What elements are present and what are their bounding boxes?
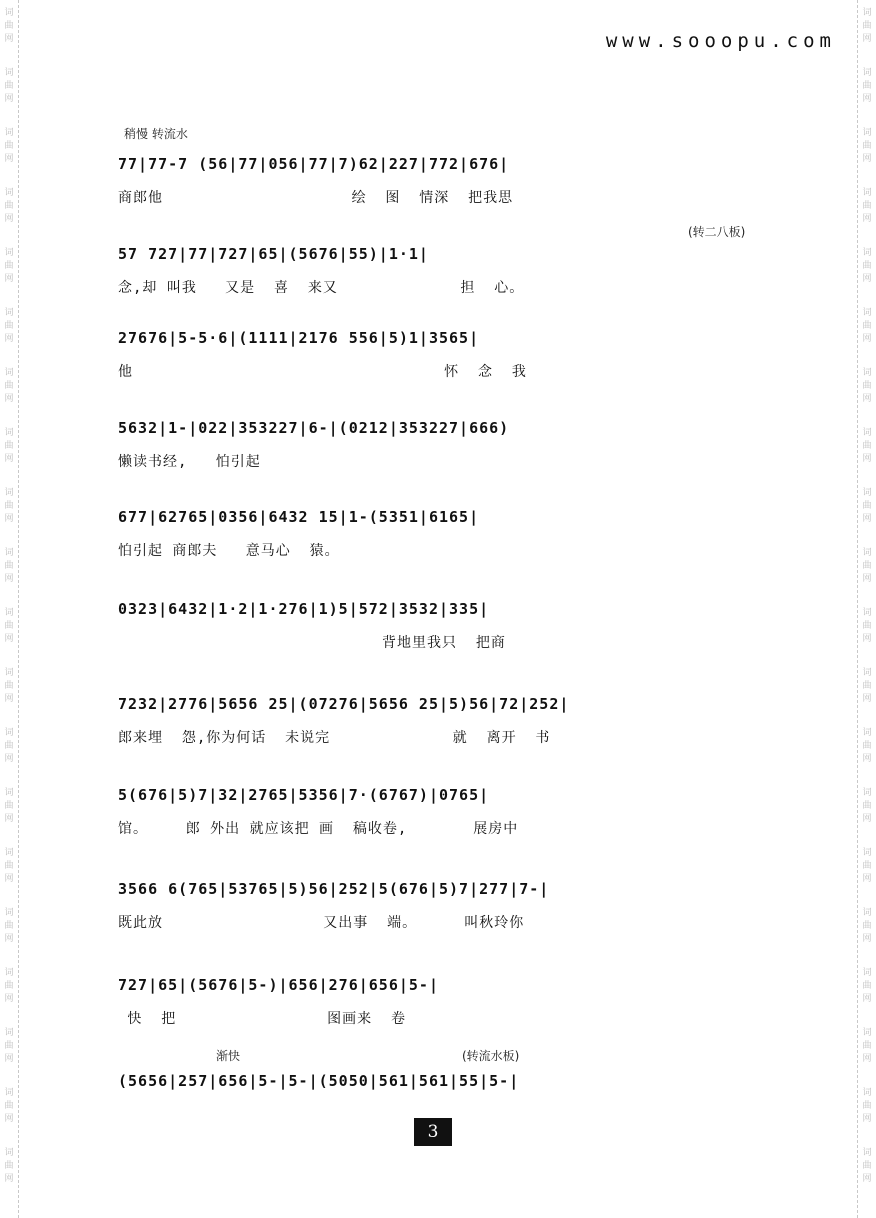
notation-line: 5(676|5)7|32|2765|5356|7·(6767)|0765|: [118, 786, 490, 804]
watermark-glyph: 词: [862, 188, 872, 198]
watermark-glyph: 网: [4, 454, 14, 464]
watermark-glyph: 曲: [4, 861, 14, 871]
watermark-glyph: 网: [4, 634, 14, 644]
watermark-glyph: 网: [862, 154, 872, 164]
watermark-glyph: 曲: [4, 741, 14, 751]
watermark-glyph: 曲: [862, 861, 872, 871]
watermark-glyph: 曲: [4, 81, 14, 91]
watermark-glyph: 曲: [862, 561, 872, 571]
watermark-glyph: 曲: [862, 321, 872, 331]
watermark-glyph: 曲: [862, 501, 872, 511]
watermark-glyph: 网: [862, 34, 872, 44]
watermark-glyph: 曲: [4, 1041, 14, 1051]
watermark-glyph: 网: [862, 94, 872, 104]
lyrics-line: 快 把 图画来 卷: [118, 1011, 407, 1027]
lyrics-line: 馆。 郎 外出 就应该把 画 稿收卷, 展房中: [118, 821, 519, 837]
watermark-glyph: 曲: [4, 1161, 14, 1171]
left-watermark-strip: [0, 0, 19, 1218]
watermark-glyph: 网: [862, 1054, 872, 1064]
tempo-mark-faster: 渐快: [216, 1049, 241, 1063]
watermark-glyph: 词: [4, 608, 14, 618]
watermark-glyph: 词: [4, 308, 14, 318]
watermark-glyph: 曲: [862, 141, 872, 151]
watermark-glyph: 词: [862, 428, 872, 438]
watermark-glyph: 曲: [4, 981, 14, 991]
watermark-glyph: 词: [862, 308, 872, 318]
watermark-glyph: 词: [862, 728, 872, 738]
watermark-glyph: 词: [862, 1088, 872, 1098]
watermark-glyph: 曲: [862, 21, 872, 31]
watermark-glyph: 网: [862, 214, 872, 224]
watermark-glyph: 词: [4, 728, 14, 738]
notation-line: 77|77-7 (56|77|056|77|7)62|227|772|676|: [118, 155, 510, 173]
lyrics-line: 他 怀 念 我: [118, 364, 527, 380]
watermark-glyph: 曲: [4, 201, 14, 211]
watermark-glyph: 网: [4, 814, 14, 824]
watermark-glyph: 网: [862, 874, 872, 884]
watermark-glyph: 词: [4, 8, 14, 18]
tempo-mark-liushui: (转流水板): [462, 1049, 520, 1063]
lyrics-line: 商郎他 绘 图 情深 把我思: [118, 190, 514, 206]
watermark-glyph: 网: [862, 1114, 872, 1124]
watermark-glyph: 曲: [4, 801, 14, 811]
watermark-glyph: 曲: [862, 441, 872, 451]
watermark-glyph: 网: [4, 754, 14, 764]
site-url: www.sooopu.com: [605, 30, 836, 52]
watermark-glyph: 网: [862, 274, 872, 284]
watermark-glyph: 词: [4, 548, 14, 558]
watermark-glyph: 网: [4, 694, 14, 704]
notation-line: 677|62765|0356|6432 15|1-(5351|6165|: [118, 508, 480, 526]
watermark-glyph: 词: [862, 668, 872, 678]
watermark-glyph: 词: [862, 68, 872, 78]
watermark-glyph: 网: [862, 454, 872, 464]
watermark-glyph: 网: [4, 1054, 14, 1064]
watermark-glyph: 网: [862, 694, 872, 704]
tempo-mark-slow: 稍慢 转流水: [124, 127, 188, 141]
watermark-glyph: 曲: [4, 681, 14, 691]
watermark-glyph: 网: [862, 934, 872, 944]
watermark-glyph: 网: [862, 334, 872, 344]
notation-line: 3566 6(765|53765|5)56|252|5(676|5)7|277|7-|: [118, 880, 550, 898]
watermark-glyph: 网: [4, 934, 14, 944]
watermark-glyph: 网: [862, 394, 872, 404]
watermark-glyph: 词: [4, 848, 14, 858]
watermark-glyph: 曲: [862, 81, 872, 91]
notation-line: 57 727|77|727|65|(5676|55)|1·1|: [118, 245, 429, 263]
watermark-glyph: 曲: [862, 261, 872, 271]
watermark-glyph: 网: [862, 574, 872, 584]
lyrics-line: 既此放 又出事 端。 叫秋玲你: [118, 915, 525, 931]
watermark-glyph: 词: [4, 128, 14, 138]
lyrics-line: 郎来埋 怨,你为何话 未说完 就 离开 书: [118, 730, 551, 746]
notation-line: 27676|5-5·6|(1111|2176 556|5)1|3565|: [118, 329, 480, 347]
watermark-glyph: 词: [862, 1028, 872, 1038]
lyrics-line: 念,却 叫我 又是 喜 来又 担 心。: [118, 280, 525, 296]
watermark-glyph: 词: [862, 488, 872, 498]
watermark-glyph: 词: [862, 128, 872, 138]
watermark-glyph: 词: [4, 1088, 14, 1098]
watermark-glyph: 词: [4, 188, 14, 198]
notation-line: 7232|2776|5656 25|(07276|5656 25|5)56|72|252|: [118, 695, 570, 713]
right-watermark-strip: [857, 0, 876, 1218]
watermark-glyph: 曲: [862, 801, 872, 811]
watermark-glyph: 词: [862, 368, 872, 378]
watermark-glyph: 词: [4, 248, 14, 258]
watermark-glyph: 网: [4, 274, 14, 284]
watermark-glyph: 词: [862, 1148, 872, 1158]
watermark-glyph: 词: [4, 488, 14, 498]
watermark-glyph: 网: [862, 634, 872, 644]
watermark-glyph: 词: [4, 668, 14, 678]
lyrics-line: 怕引起 商郎夫 意马心 猿。: [118, 543, 340, 559]
watermark-glyph: 网: [862, 814, 872, 824]
watermark-glyph: 曲: [862, 1041, 872, 1051]
watermark-glyph: 曲: [862, 741, 872, 751]
watermark-glyph: 曲: [4, 21, 14, 31]
watermark-glyph: 词: [862, 908, 872, 918]
watermark-glyph: 词: [862, 608, 872, 618]
watermark-glyph: 曲: [862, 681, 872, 691]
notation-line: 727|65|(5676|5-)|656|276|656|5-|: [118, 976, 439, 994]
watermark-glyph: 曲: [862, 1161, 872, 1171]
watermark-glyph: 词: [4, 1148, 14, 1158]
watermark-glyph: 网: [862, 514, 872, 524]
watermark-glyph: 网: [4, 94, 14, 104]
watermark-glyph: 网: [862, 994, 872, 1004]
watermark-glyph: 词: [4, 1028, 14, 1038]
watermark-glyph: 网: [862, 1174, 872, 1184]
watermark-glyph: 曲: [862, 921, 872, 931]
watermark-glyph: 词: [4, 428, 14, 438]
watermark-glyph: 曲: [4, 561, 14, 571]
watermark-glyph: 词: [862, 248, 872, 258]
watermark-glyph: 网: [4, 874, 14, 884]
watermark-glyph: 网: [4, 994, 14, 1004]
watermark-glyph: 网: [4, 34, 14, 44]
watermark-glyph: 网: [862, 754, 872, 764]
notation-line: 5632|1-|022|353227|6-|(0212|353227|666): [118, 419, 510, 437]
watermark-glyph: 网: [4, 214, 14, 224]
watermark-glyph: 网: [4, 154, 14, 164]
watermark-glyph: 曲: [4, 621, 14, 631]
watermark-glyph: 词: [862, 548, 872, 558]
watermark-glyph: 词: [4, 368, 14, 378]
watermark-glyph: 曲: [862, 621, 872, 631]
notation-line: (5656|257|656|5-|5-|(5050|561|561|55|5-|: [118, 1072, 520, 1090]
watermark-glyph: 网: [4, 394, 14, 404]
lyrics-line: 懒读书经, 怕引起: [118, 454, 261, 470]
lyrics-line: 背地里我只 把商: [118, 635, 506, 651]
tempo-mark-erba: (转二八板): [688, 225, 746, 239]
watermark-glyph: 曲: [4, 921, 14, 931]
watermark-glyph: 网: [4, 514, 14, 524]
watermark-glyph: 曲: [4, 441, 14, 451]
watermark-glyph: 曲: [862, 201, 872, 211]
page-number: 3: [414, 1118, 452, 1146]
watermark-glyph: 网: [4, 334, 14, 344]
watermark-glyph: 词: [862, 968, 872, 978]
watermark-glyph: 曲: [4, 321, 14, 331]
watermark-glyph: 曲: [4, 261, 14, 271]
watermark-glyph: 曲: [862, 1101, 872, 1111]
watermark-glyph: 词: [862, 8, 872, 18]
watermark-glyph: 曲: [4, 141, 14, 151]
watermark-glyph: 词: [862, 788, 872, 798]
notation-line: 0323|6432|1·2|1·276|1)5|572|3532|335|: [118, 600, 490, 618]
watermark-glyph: 曲: [4, 1101, 14, 1111]
watermark-glyph: 词: [4, 788, 14, 798]
watermark-glyph: 词: [4, 968, 14, 978]
watermark-glyph: 词: [4, 908, 14, 918]
watermark-glyph: 网: [4, 1114, 14, 1124]
watermark-glyph: 网: [4, 1174, 14, 1184]
watermark-glyph: 曲: [862, 381, 872, 391]
watermark-glyph: 曲: [4, 501, 14, 511]
watermark-glyph: 曲: [4, 381, 14, 391]
watermark-glyph: 网: [4, 574, 14, 584]
watermark-glyph: 词: [862, 848, 872, 858]
watermark-glyph: 曲: [862, 981, 872, 991]
watermark-glyph: 词: [4, 68, 14, 78]
